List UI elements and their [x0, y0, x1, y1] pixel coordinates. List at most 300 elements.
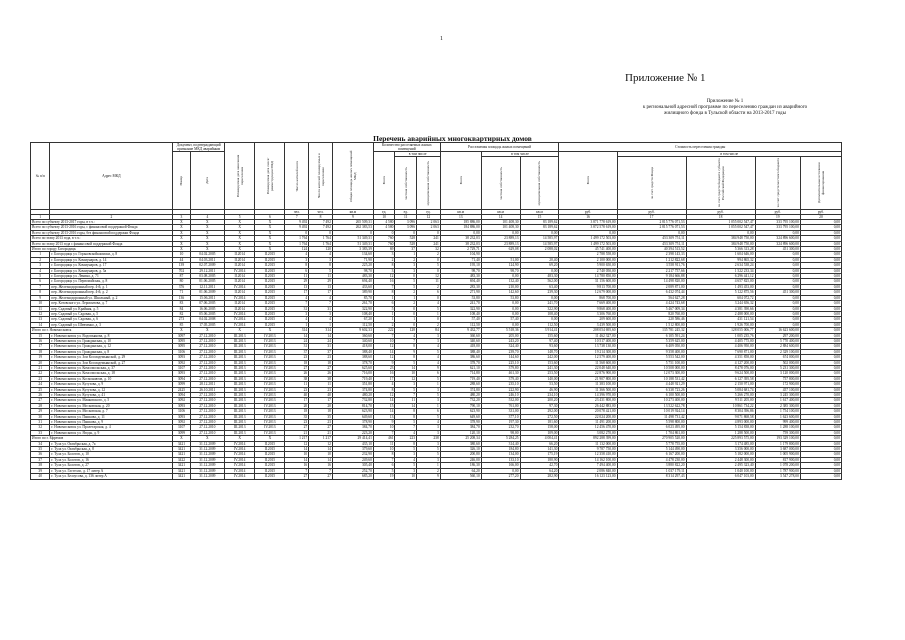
table-cell: 2 089 871,00	[617, 284, 686, 289]
table-cell: 7 669 400,00	[559, 301, 617, 306]
table-cell: 18	[309, 360, 333, 365]
table-cell: 3421	[173, 452, 190, 457]
row-number: 38	[31, 463, 50, 468]
table-cell: 12	[373, 393, 395, 398]
table-cell: 3 244 656,32	[686, 301, 755, 306]
row-number: 23	[31, 376, 50, 381]
table-cell: 10	[173, 252, 190, 257]
table-cell: 0,00	[520, 230, 559, 235]
table-cell: 528	[395, 241, 417, 246]
table-cell: 46,90	[520, 387, 559, 392]
row-number: 33	[31, 430, 50, 435]
row-number: 16	[31, 338, 50, 343]
table-cell: 195,10	[440, 263, 481, 268]
table-cell: 1 217	[285, 436, 309, 441]
table-cell: 621,10	[440, 365, 481, 370]
table-cell: 21	[285, 430, 309, 435]
row-number: 27	[31, 398, 50, 403]
table-cell: 222,90	[481, 387, 520, 392]
column-number: 5	[225, 215, 255, 220]
table-cell: 0,00	[800, 225, 841, 230]
table-cell: 483,30	[332, 274, 373, 279]
row-number: 30	[31, 414, 50, 419]
row-address: г. Тула ул. Октябрьская, д. 8	[50, 447, 173, 452]
table-cell: 759 300,00	[755, 430, 800, 435]
table-cell: 3	[417, 398, 441, 403]
table-cell: 12.11.2011	[190, 284, 225, 289]
table-cell: 27	[309, 365, 333, 370]
row-address: г. Новомосковск ул. Кутузова, д. 41	[50, 393, 173, 398]
table-body	[31, 220, 842, 480]
table-cell: 0,00	[800, 393, 841, 398]
table-cell: 0	[395, 322, 417, 327]
table-cell: 12	[417, 274, 441, 279]
table-cell: 8 478 076,00	[686, 365, 755, 370]
table-cell: 4 004,41	[520, 436, 559, 441]
table-cell: 4	[417, 420, 441, 425]
table-cell: IV.2014	[225, 457, 255, 462]
table-cell: 0	[285, 230, 309, 235]
table-cell: 451 300,00	[755, 290, 800, 295]
header-doc: Документ, подтверждающий признание МКД аварийным	[173, 143, 225, 152]
table-cell: 0,00	[800, 338, 841, 343]
table-cell: 17	[309, 290, 333, 295]
table-cell: 9 492	[285, 225, 309, 230]
table-cell: 5 266 270,00	[686, 393, 755, 398]
table-cell: IV.2013	[255, 420, 285, 425]
table-cell: 02.07.2009	[190, 263, 225, 268]
header-num: № п/п	[31, 143, 50, 210]
table-cell: III.2013	[225, 382, 255, 387]
table-cell: 483,30	[520, 274, 559, 279]
row-address: г. Богородицк ул. Коммунаров, д. 5а	[50, 268, 173, 273]
table-cell: 14	[395, 365, 417, 370]
row-address: г. Новомосковск ул. Комсомольская, д. 37	[50, 365, 173, 370]
table-cell: 12	[373, 344, 395, 349]
table-cell: 0,00	[800, 284, 841, 289]
row-address: г. Новомосковск ул. Пролетарская, д. 4	[50, 425, 173, 430]
table-cell: 0,00	[800, 344, 841, 349]
table-cell: 360,60	[332, 333, 373, 338]
table-cell: 241,70	[520, 301, 559, 306]
table-cell: 87	[173, 274, 190, 279]
table-cell: III.2013	[225, 398, 255, 403]
table-cell: 6 167 200,00	[617, 452, 686, 457]
row-number: 35	[31, 447, 50, 452]
table-cell: 5	[395, 463, 417, 468]
table-cell: 25 208,34	[440, 436, 481, 441]
table-cell: 3 120 000,00	[755, 371, 800, 376]
table-cell: 1	[285, 322, 309, 327]
table-cell: 431 121,54	[686, 317, 755, 322]
table-cell: 2 385 300,00	[755, 403, 800, 408]
table-cell: 14	[309, 333, 333, 338]
table-cell: 0,00	[800, 279, 841, 284]
table-cell: 11 366 500,00	[559, 387, 617, 392]
table-cell: 12	[309, 441, 333, 446]
table-cell: 685,20	[332, 474, 373, 479]
table-cell: 3421	[173, 468, 190, 473]
table-cell: 5	[417, 447, 441, 452]
table-cell: 6	[373, 463, 395, 468]
table-cell: 44	[173, 257, 190, 262]
table-cell: 2 086 840,00	[559, 468, 617, 473]
table-cell: 0	[395, 230, 417, 235]
table-cell: III.2013	[225, 333, 255, 338]
table-cell: 7	[285, 468, 309, 473]
table-cell: 16	[373, 371, 395, 376]
table-cell: III.2013	[225, 338, 255, 343]
table-cell: 388,40	[440, 349, 481, 354]
table-cell: 14	[373, 409, 395, 414]
table-cell: 97,40	[520, 338, 559, 343]
table-cell: X	[255, 220, 285, 225]
table-cell: 180,90	[520, 457, 559, 462]
table-cell: X	[190, 236, 225, 241]
table-cell: 83 189,62	[520, 220, 559, 225]
table-cell: 0	[309, 230, 333, 235]
table-cell: 14	[309, 447, 333, 452]
table-cell: 241,30	[520, 365, 559, 370]
row-number: 25	[31, 387, 50, 392]
table-cell: 9 624 500,00	[686, 371, 755, 376]
table-cell: 4	[395, 457, 417, 462]
table-cell: 253,50	[520, 371, 559, 376]
table-cell: 142,60	[481, 290, 520, 295]
row-number: 18	[31, 349, 50, 354]
table-cell: 14	[395, 403, 417, 408]
table-cell: 23	[373, 365, 395, 370]
table-cell: 1 764	[285, 241, 309, 246]
table-cell: 108,40	[520, 311, 559, 316]
table-cell: 0,00	[800, 322, 841, 327]
table-cell: 4 424 743,68	[617, 301, 686, 306]
table-cell: 239,30	[520, 290, 559, 295]
table-cell: 0,00	[800, 230, 841, 235]
table-cell: 3 174 485,00	[686, 441, 755, 446]
table-cell: 9 071 868,58	[686, 414, 755, 419]
table-cell: 57,40	[440, 317, 481, 322]
appendix-note	[620, 99, 830, 117]
table-cell: 8	[395, 409, 417, 414]
table-cell: 0	[417, 230, 441, 235]
table-cell: 27	[285, 425, 309, 430]
row-address: г. Тула ул. Болотов, д. 10	[50, 452, 173, 457]
row-number: 24	[31, 382, 50, 387]
table-cell: 53,50	[520, 382, 559, 387]
table-cell: 0	[417, 257, 441, 262]
table-cell: 97,30	[520, 403, 559, 408]
table-cell: 27.12.2010	[190, 355, 225, 360]
table-cell: II.2014	[225, 257, 255, 262]
table-cell: II.2015	[255, 311, 285, 316]
table-cell: 1 499 172 503,00	[559, 241, 617, 246]
houses-table	[30, 142, 842, 480]
table-cell: 112,50	[520, 322, 559, 327]
table-cell: 0,00	[800, 333, 841, 338]
table-cell: 53,80	[440, 295, 481, 300]
table-cell: 270 905 520,00	[617, 436, 686, 441]
table-cell: 5 598 800,00	[617, 420, 686, 425]
table-cell: 0,00	[520, 295, 559, 300]
table-cell: II.2015	[255, 447, 285, 452]
table-cell: II.2015	[255, 279, 285, 284]
table-cell: 197,30	[481, 420, 520, 425]
table-cell: 93,60	[520, 344, 559, 349]
header-area-incl: в том числе	[481, 152, 559, 157]
table-cell: 3092	[173, 398, 190, 403]
table-cell: 351,80	[332, 382, 373, 387]
table-cell: 2 815 776 071,53	[617, 220, 686, 225]
table-cell: 5 359 625,00	[617, 338, 686, 343]
table-cell: III.2013	[225, 409, 255, 414]
table-cell: 141,30	[520, 447, 559, 452]
table-cell: 271,90	[440, 290, 481, 295]
row-number: 2	[31, 257, 50, 262]
table-cell: 0,00	[755, 257, 800, 262]
row-address: г. Новомосковск ул. Кутузова, д. 12	[50, 387, 173, 392]
table-cell: 19	[373, 474, 395, 479]
row-address: г. Богородицк ул. Коммунаров, д. 17	[50, 263, 173, 268]
table-cell: IV.2014	[225, 295, 255, 300]
table-cell: 13 738 130,00	[559, 344, 617, 349]
table-cell: 23	[285, 420, 309, 425]
row-address: пер. Железнодорожный пер. 4-й, д. 2	[50, 290, 173, 295]
table-cell: 12 456 470,00	[559, 425, 617, 430]
table-cell: IV.2014	[225, 284, 255, 289]
header-budget-local: за счет средств местного бюджета	[755, 157, 800, 210]
table-cell: 1 040 100,00	[686, 468, 755, 473]
table-cell: 2 063	[417, 220, 441, 225]
table-cell: 1	[395, 317, 417, 322]
row-number: 15	[31, 333, 50, 338]
table-cell: 200,80	[440, 452, 481, 457]
table-cell: 3 687 000,00	[755, 447, 800, 452]
header-cost-group: Стоимость переселения граждан	[559, 143, 842, 152]
table-cell: 5	[417, 452, 441, 457]
table-cell: 790,10	[440, 403, 481, 408]
table-cell: 6	[285, 268, 309, 273]
column-number: 4	[190, 215, 225, 220]
table-cell: 868 700,00	[559, 295, 617, 300]
table-cell: II.2015	[255, 317, 285, 322]
table-cell: 5 182 000,00	[686, 452, 755, 457]
table-cell: 4 127 200,00	[686, 360, 755, 365]
table-cell: 3421	[173, 447, 190, 452]
table-cell: X	[190, 225, 225, 230]
table-cell: 5	[395, 420, 417, 425]
table-cell: 8 304 396,86	[686, 409, 755, 414]
table-cell: 453 309 751,11	[617, 241, 686, 246]
table-cell: 45 741 400,00	[559, 247, 617, 252]
table-cell: X	[173, 436, 190, 441]
table-cell: IV.2013	[255, 333, 285, 338]
table-cell: 124	[285, 247, 309, 252]
unit-cell: ед.	[417, 210, 441, 215]
note-line-3: жилищного фонда в Тульской области на 2013-2017 годы	[664, 111, 786, 116]
table-cell: 0,00	[520, 268, 559, 273]
table-cell: 0,00	[800, 220, 841, 225]
row-label: Итого по городу Богородицк	[31, 247, 173, 252]
table-cell: X	[190, 436, 225, 441]
table-cell: 3099	[173, 430, 190, 435]
header-planned-end: Планируемая дата окончания переселения	[225, 143, 255, 210]
table-cell: 0,00	[755, 317, 800, 322]
table-cell: 7	[373, 284, 395, 289]
table-cell: 20 078 421,00	[559, 409, 617, 414]
table-cell: 0	[417, 268, 441, 273]
table-cell: II.2015	[255, 306, 285, 311]
table-cell: 2 740 050,00	[559, 268, 617, 273]
table-cell: X	[255, 328, 285, 333]
table-cell: 15.06.2011	[190, 295, 225, 300]
row-address: г. Тула ул. Белоусова, д. 136 литер А	[50, 474, 173, 479]
table-cell: 0,00	[800, 355, 841, 360]
table-cell: 1 764	[285, 236, 309, 241]
row-number: 20	[31, 360, 50, 365]
table-cell: 262 383,53	[332, 225, 373, 230]
table-cell: 42,70	[520, 463, 559, 468]
table-cell: 31	[309, 344, 333, 349]
table-cell: 7	[309, 301, 333, 306]
table-cell: 1 617 400,00	[755, 398, 800, 403]
table-cell: 155,60	[520, 333, 559, 338]
table-cell: 1	[417, 311, 441, 316]
table-cell: 8	[285, 263, 309, 268]
table-cell: 28.12.2011	[190, 382, 225, 387]
table-cell: 3	[417, 430, 441, 435]
table-cell: 27.12.2010	[190, 376, 225, 381]
table-cell: 5	[417, 349, 441, 354]
table-cell: 32	[417, 247, 441, 252]
table-cell: X	[255, 247, 285, 252]
table-cell: 133,10	[481, 457, 520, 462]
table-cell: 384 948 750,00	[686, 236, 755, 241]
table-cell: 29	[285, 279, 309, 284]
table-cell: 26	[309, 371, 333, 376]
table-cell: 0,00	[755, 301, 800, 306]
table-cell: 10 508 000,00	[617, 365, 686, 370]
table-cell: 185 886,00	[440, 220, 481, 225]
table-cell: 5	[395, 279, 417, 284]
table-cell: 31.12.2009	[190, 457, 225, 462]
table-cell: 3095	[173, 344, 190, 349]
table-cell: 71,40	[440, 257, 481, 262]
table-cell: 0,00	[800, 328, 841, 333]
table-cell: 2 398 143,33	[617, 252, 686, 257]
table-cell: II.2014	[225, 274, 255, 279]
table-cell: 378,70	[440, 360, 481, 365]
table-cell: 0,00	[800, 403, 841, 408]
table-cell: 3	[417, 441, 441, 446]
table-cell: 27.12.2010	[190, 403, 225, 408]
table-cell: 0,00	[481, 311, 520, 316]
table-cell: 0,00	[800, 311, 841, 316]
table-cell: 134,00	[481, 452, 520, 457]
table-cell: 716,00	[332, 371, 373, 376]
table-cell: IV.2013	[255, 382, 285, 387]
table-cell: IV.2013	[255, 387, 285, 392]
table-cell: 0	[395, 306, 417, 311]
table-cell: 10	[285, 452, 309, 457]
table-cell: II.2015	[255, 322, 285, 327]
table-cell: 101 408,30	[481, 220, 520, 225]
table-cell: 9	[373, 360, 395, 365]
table-cell: 0,00	[800, 365, 841, 370]
table-cell: 0,00	[481, 306, 520, 311]
table-cell: 5 366 313,28	[686, 247, 755, 252]
row-address: г. Новомосковск ул. Московская, д. 7	[50, 409, 173, 414]
row-number: 29	[31, 409, 50, 414]
table-cell: 135 781 245,32	[617, 328, 686, 333]
table-cell: 128	[395, 328, 417, 333]
table-cell: 4	[417, 355, 441, 360]
table-cell: 153,60	[520, 360, 559, 365]
table-cell: 31.12.2009	[190, 463, 225, 468]
header-rooms-municipal: муниципальная собственность	[417, 157, 441, 210]
table-cell: 4	[417, 360, 441, 365]
table-cell: 623,90	[440, 409, 481, 414]
table-cell: 674 000,00	[755, 355, 800, 360]
column-number: 2	[50, 215, 173, 220]
table-cell: X	[190, 230, 225, 235]
table-cell: 714,80	[440, 371, 481, 376]
table-cell: X	[173, 236, 190, 241]
table-cell: II.2015	[255, 468, 285, 473]
table-cell: X	[225, 241, 255, 246]
table-cell: 249,60	[332, 457, 373, 462]
table-cell: IV.2013	[255, 409, 285, 414]
row-label: Итого по г. Ефремов	[31, 436, 173, 441]
table-cell: IV.2014	[225, 317, 255, 322]
table-cell: 98,70	[440, 268, 481, 273]
table-cell: 3 880 822,20	[617, 463, 686, 468]
table-cell: 3	[285, 257, 309, 262]
table-cell: 0,00	[755, 306, 800, 311]
table-cell: 35	[309, 414, 333, 419]
table-cell: 3	[395, 268, 417, 273]
row-number: 36	[31, 452, 50, 457]
table-cell: 112,50	[440, 322, 481, 327]
table-cell: 8	[309, 263, 333, 268]
table-cell: 11 568 600,00	[559, 360, 617, 365]
table-cell: 53,80	[481, 295, 520, 300]
table-cell: 999 400,00	[755, 420, 800, 425]
table-cell: X	[225, 230, 255, 235]
table-cell: 24	[309, 338, 333, 343]
table-cell: 64,20	[520, 468, 559, 473]
table-cell: 20	[309, 403, 333, 408]
row-address: г. Тула ул. Октябрьская, д. 7а	[50, 441, 173, 446]
column-number: 16	[559, 215, 617, 220]
table-cell: 7 690 871,00	[686, 349, 755, 354]
table-cell: 384,70	[440, 425, 481, 430]
table-cell: 5 144 490,00	[617, 447, 686, 452]
header-rooms-total: Всего	[373, 152, 395, 210]
table-cell: 10	[309, 452, 333, 457]
table-cell: 20	[285, 403, 309, 408]
table-cell: 6 409 050,00	[617, 344, 686, 349]
table-cell: 51 349,31	[332, 241, 373, 246]
table-cell: 0,00	[755, 263, 800, 268]
table-cell: 8	[373, 263, 395, 268]
table-cell: 38 232,03	[440, 236, 481, 241]
table-cell: 120	[309, 247, 333, 252]
table-cell: 6 338 723,26	[617, 387, 686, 392]
table-cell: 35	[285, 414, 309, 419]
table-cell: 2 329 100,00	[755, 349, 800, 354]
table-cell: 57,40	[481, 317, 520, 322]
